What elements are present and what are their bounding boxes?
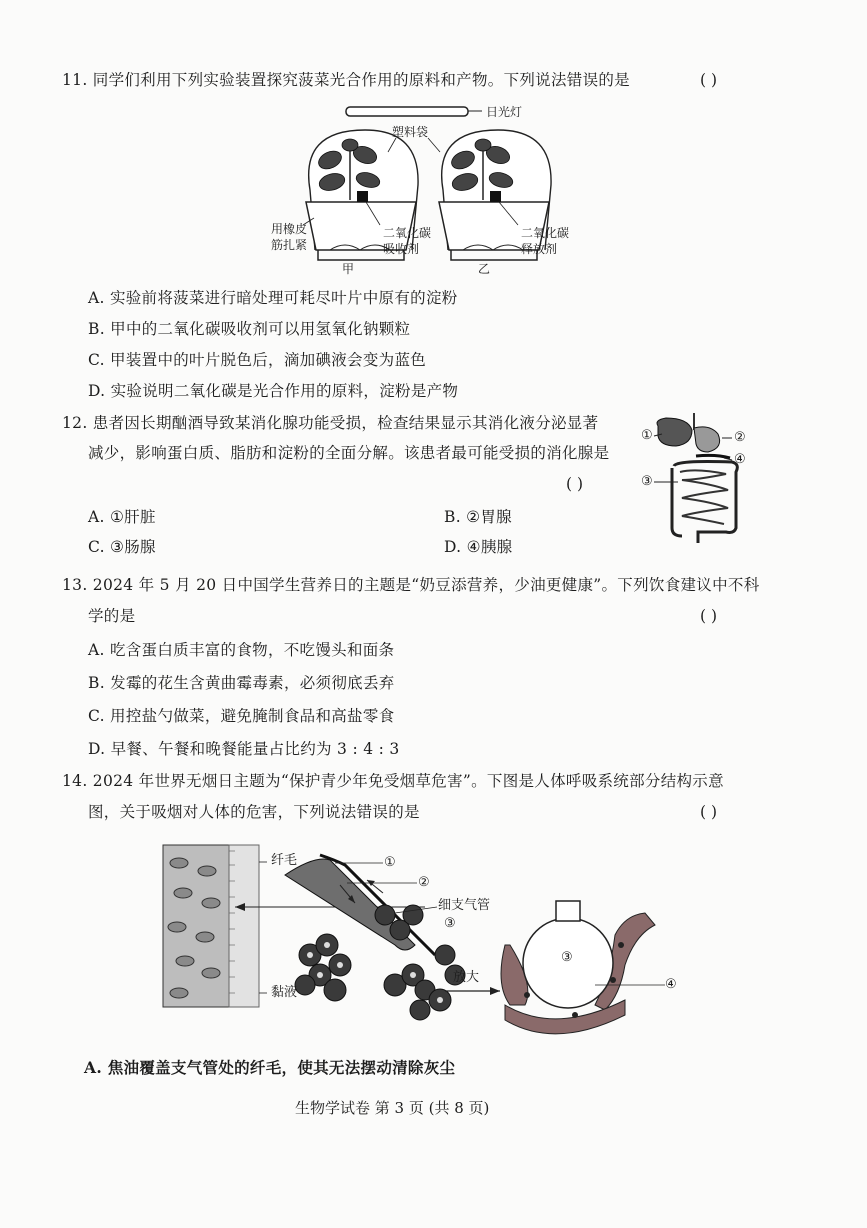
q11-option-c: C. 甲装置中的叶片脱色后，滴加碘液会变为蓝色 [88,351,427,369]
label-mucus: 黏液 [271,985,298,1000]
q13-stem-line2: 学的是 [88,607,136,625]
q12-stem-line2: 减少，影响蛋白质、脂肪和淀粉的全面分解。该患者最可能受损的消化腺是 [88,444,610,462]
q13-option-d: D. 早餐、午餐和晚餐能量占比约为 3 : 4 : 3 [88,740,400,758]
q11-option-d: D. 实验说明二氧化碳是光合作用的原料，淀粉是产物 [88,382,459,400]
stomach-shape [694,427,720,452]
label-rubber-l2: 筋扎紧 [271,238,308,252]
q12-option-b: B. ②胃腺 [444,508,512,526]
q14-option-a: A. 焦油覆盖支气管处的纤毛，使其无法摆动清除灰尘 [84,1058,456,1077]
label-jia: 甲 [342,262,355,276]
digestive-label-2: ② [734,430,746,445]
ciliated-epithelium [163,845,259,1007]
resp-label-2: ② [418,875,430,890]
bronchiole-alveoli [285,855,465,1020]
q13-answer-paren: ( ) [700,607,718,625]
liver-shape [657,418,692,446]
label-rubber-l1: 用橡皮 [271,222,308,236]
digestive-label-3: ③ [641,474,653,489]
magnified-alveolus [501,901,655,1034]
digestive-label-4: ④ [734,452,746,467]
label-bronchiole: 细支气管 [438,898,491,913]
label-cilia: 纤毛 [271,853,298,868]
q14-stem-line2: 图，关于吸烟对人体的危害，下列说法错误的是 [88,803,420,821]
resp-label-3b: ③ [561,950,573,965]
label-absorb-l2: 吸收剂 [383,242,420,256]
q11-stem: 11. 同学们利用下列实验装置探究菠菜光合作用的原料和产物。下列说法错误的是 [62,71,630,89]
label-absorb-l1: 二氧化碳 [383,226,432,240]
pancreas-shape [696,455,730,458]
label-plastic-bag: 塑料袋 [392,125,429,139]
q11-answer-paren: ( ) [700,71,718,89]
resp-label-1: ① [384,855,396,870]
co2-absorbent-dish [357,191,368,202]
label-lamp: 日光灯 [486,105,523,119]
q11-option-b: B. 甲中的二氧化碳吸收剂可以用氢氧化钠颗粒 [88,320,411,338]
q12-option-a: A. ①肝脏 [88,508,156,526]
q13-stem-line1: 13. 2024 年 5 月 20 日中国学生营养日的主题是“奶豆添营养，少油更健康”。下列饮食建议中不科 [62,576,760,594]
q12-answer-paren: ( ) [566,475,584,493]
label-yi: 乙 [478,262,491,276]
resp-label-4: ④ [665,977,677,992]
label-release-l1: 二氧化碳 [521,226,570,240]
q14-stem-line1: 14. 2024 年世界无烟日主题为“保护青少年免受烟草危害”。下图是人体呼吸系统部分结构示意 [62,772,724,790]
q11-option-a: A. 实验前将菠菜进行暗处理可耗尽叶片中原有的淀粉 [88,289,458,307]
q12-stem-line1: 12. 患者因长期酗酒导致某消化腺功能受损，检查结果显示其消化液分泌显著 [62,414,599,432]
q12-option-d: D. ④胰腺 [444,538,513,556]
co2-release-dish [490,191,501,202]
digestive-label-1: ① [641,428,653,443]
respiratory-figure [155,835,715,1050]
fluorescent-lamp [346,107,468,116]
q13-option-b: B. 发霉的花生含黄曲霉毒素，必须彻底丢弃 [88,674,395,692]
label-release-l2: 释放剂 [521,242,558,256]
q13-option-c: C. 用控盐勺做菜，避免腌制食品和高盐零食 [88,707,395,725]
label-magnify: 放大 [453,970,480,985]
q12-option-c: C. ③肠腺 [88,538,156,556]
resp-label-3: ③ [444,916,456,931]
q13-option-a: A. 吃含蛋白质丰富的食物，不吃馒头和面条 [88,641,395,659]
page-footer: 生物学试卷 第 3 页 (共 8 页) [295,1099,490,1117]
q14-answer-paren: ( ) [700,803,718,821]
